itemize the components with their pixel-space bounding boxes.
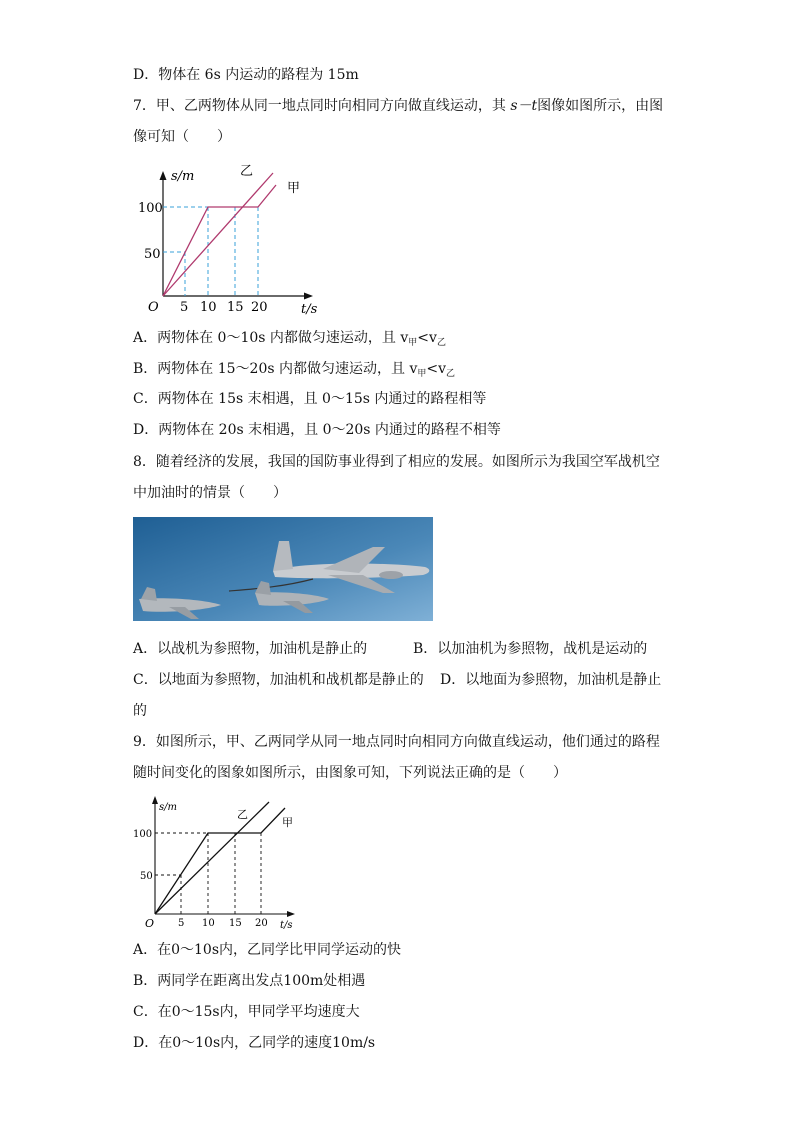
q9-ylabel: s/m [159, 802, 177, 813]
q9-xtick-15: 15 [229, 918, 242, 929]
q7-stem-st: s－t [510, 98, 538, 114]
q9-x-axis-arrow [287, 911, 295, 917]
q8-stem-line1: 8．随着经济的发展，我国的国防事业得到了相应的发展。如图所示为我国空军战机空 [133, 454, 660, 470]
q7-option-d: D．两物体在 20s 末相遇，且 0～20s 内通过的路程不相等 [133, 422, 501, 438]
q9-guides [155, 833, 261, 914]
q7-option-b [133, 360, 455, 383]
q7-option-a [133, 329, 446, 352]
refueling-photo-svg [133, 517, 433, 621]
q9-ytick-100: 100 [133, 829, 153, 840]
q7-xtick-10: 10 [200, 300, 217, 315]
refueling-photo [133, 517, 433, 621]
q9-xtick-5: 5 [178, 918, 185, 929]
q7-option-a-sub2: 乙 [436, 338, 446, 348]
q8-stem-line2: 中加油时的情景（ ） [133, 485, 287, 501]
q7-xtick-20: 20 [251, 300, 268, 315]
q7-option-b-sub2: 乙 [446, 369, 456, 379]
q7-ytick-100: 100 [138, 201, 163, 216]
q9-xlabel: t/s [280, 920, 293, 930]
q7-option-a-text: A．两物体在 0～10s 内都做匀速运动，且 v [133, 330, 409, 346]
q7-stem-line2: 像可知（ ） [133, 129, 231, 145]
q8-option-a: A．以战机为参照物，加油机是静止的 [133, 641, 368, 657]
q9-line-yi [155, 802, 269, 914]
q9-option-a: A．在0～10s内，乙同学比甲同学运动的快 [133, 942, 402, 958]
q7-option-b-mid: <v [426, 361, 447, 377]
q7-guides [163, 207, 258, 296]
q6-option-d: D．物体在 6s 内运动的路程为 15m [133, 67, 359, 83]
q8-option-d-cont: 的 [133, 703, 147, 719]
q9-label-jia: 甲 [282, 816, 293, 829]
q9-stem-line2: 随时间变化的图象如图所示，由图象可知，下列说法正确的是（ ） [133, 765, 567, 781]
q7-label-jia: 甲 [287, 181, 301, 196]
q9-xtick-10: 10 [202, 918, 215, 929]
q9-line-jia [155, 808, 285, 914]
q9-option-d: D．在0～10s内，乙同学的速度10m/s [133, 1035, 376, 1051]
q9-option-c: C．在0～15s内，甲同学平均速度大 [133, 1004, 360, 1020]
q8-option-c: C．以地面为参照物，加油机和战机都是静止的 [133, 672, 424, 688]
q9-ytick-50: 50 [140, 871, 153, 882]
q9-xtick-20: 20 [255, 918, 268, 929]
q7-xlabel: t/s [301, 302, 318, 317]
q9-stem-line1: 9．如图所示，甲、乙两同学从同一地点同时向相同方向做直线运动，他们通过的路程 [133, 734, 660, 750]
q7-stem-line1 [133, 97, 663, 115]
q8-option-d: D．以地面为参照物，加油机是静止 [440, 672, 662, 688]
q9-origin: O [145, 917, 155, 930]
q8-option-b: B．以加油机为参照物，战机是运动的 [413, 641, 648, 657]
q7-origin: O [148, 300, 159, 315]
q7-line-jia [163, 185, 276, 296]
q9-label-yi: 乙 [237, 808, 248, 821]
q9-option-b: B．两同学在距离出发点100m处相遇 [133, 973, 366, 989]
q7-option-a-mid: <v [417, 330, 437, 346]
q9-y-axis-arrow [152, 796, 158, 804]
q7-y-axis-arrow [160, 171, 167, 180]
q7-option-b-sub1: 甲 [417, 369, 427, 379]
q7-xtick-5: 5 [180, 300, 189, 315]
q7-stem-part2: 图像如图所示，由图 [537, 98, 664, 114]
q7-option-a-sub1: 甲 [408, 338, 418, 348]
q7-label-yi: 乙 [240, 164, 254, 179]
q7-ytick-50: 50 [144, 247, 161, 262]
q7-option-c: C．两物体在 15s 末相遇，且 0～15s 内通过的路程相等 [133, 391, 487, 407]
q7-x-axis-arrow [304, 293, 313, 300]
q7-stem-part1: 7．甲、乙两物体从同一地点同时向相同方向做直线运动，其 [133, 98, 511, 114]
q9-st-graph [133, 790, 303, 930]
q7-ylabel: s/m [171, 169, 195, 184]
q7-xtick-15: 15 [227, 300, 244, 315]
q7-st-graph [133, 158, 333, 318]
q7-line-yi [163, 173, 273, 296]
q7-option-b-text: B．两物体在 15～20s 内都做匀速运动，且 v [133, 361, 418, 377]
